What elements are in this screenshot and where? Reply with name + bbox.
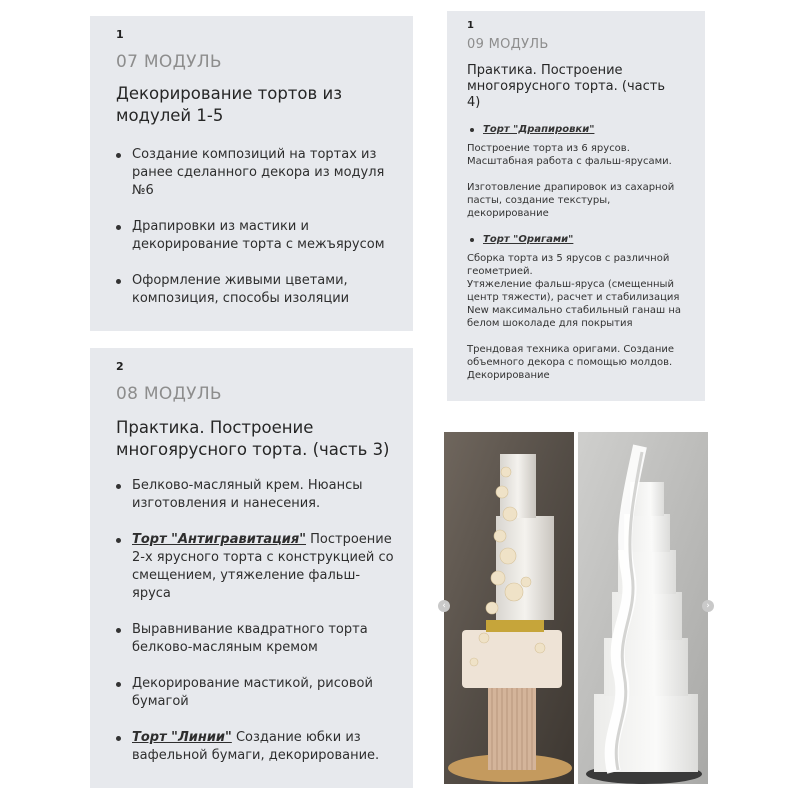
module-08-card [90,348,413,788]
module-title: Практика. Построение многоярусного торта. (часть 4) [467,63,666,110]
module-title: Декорирование тортов из модулей 1-5 [116,84,342,125]
paragraph: New максимально стабильный ганаш на белом шоколаде для покрытия [467,305,682,329]
module-07-card [90,16,413,331]
list-item: Декорирование мастикой, рисовой бумагой [132,675,394,711]
list-item-text: Создание юбки из вафельной бумаги, декорирование. [132,730,380,763]
paragraph: Сборка торта из 5 ярусов с различной геометрией. [467,253,670,277]
list-item: Выравнивание квадратного торта белково-масляным кремом [132,621,394,657]
paragraph: Утяжеление фальш-яруса (смещенный центр тяжести), расчет и стабилизация [467,279,680,303]
module-bullets [116,477,394,765]
cake-photos [444,432,708,784]
list-item: Оформление живыми цветами, композиция, способы изоляции [132,272,392,308]
module-label: 09 МОДУЛЬ [467,37,549,52]
list-item [132,531,394,603]
list-item [132,729,394,765]
cake-photo-carousel [444,432,708,784]
chevron-right-icon[interactable]: › [702,600,714,612]
module-title: Практика. Построение многоярусного торта. (часть 3) [116,418,390,459]
paragraph: Изготовление драпировок из сахарной пасты, создание текстуры, декорирование [467,182,675,219]
cake-name-highlight: Торт "Линии" [132,730,232,745]
module-09-card [447,11,705,401]
list-item-text: Построение 2-х ярусного торта с конструкцией со смещением, утяжеление фальш-яруса [132,532,394,601]
list-item: Создание композиций на тортах из ранее сделанного декора из модуля №6 [132,146,392,200]
module-bullets [116,146,392,308]
paragraph: Построение торта из 6 ярусов. Масштабная работа с фальш-ярусами. [467,143,672,167]
list-item: Драпировки из мастики и декорирование торта с межъярусом [132,218,392,254]
paragraph: Трендовая техника оригами. Создание объемного декора с помощью молдов. Декорирование [467,344,675,381]
card-number: 1 [116,28,124,41]
card-number: 2 [116,360,124,373]
cake-name-highlight: Торт "Антигравитация" [132,532,307,547]
list-item: Белково-масляный крем. Нюансы изготовления и нанесения. [132,477,394,513]
module-label: 07 МОДУЛЬ [116,52,222,72]
chevron-left-icon[interactable]: ‹ [438,600,450,612]
cake-name-highlight: Торт "Оригами" [467,233,692,246]
module-label: 08 МОДУЛЬ [116,384,222,404]
card-number: 1 [467,20,474,31]
cake-name-highlight: Торт "Драпировки" [467,123,692,136]
